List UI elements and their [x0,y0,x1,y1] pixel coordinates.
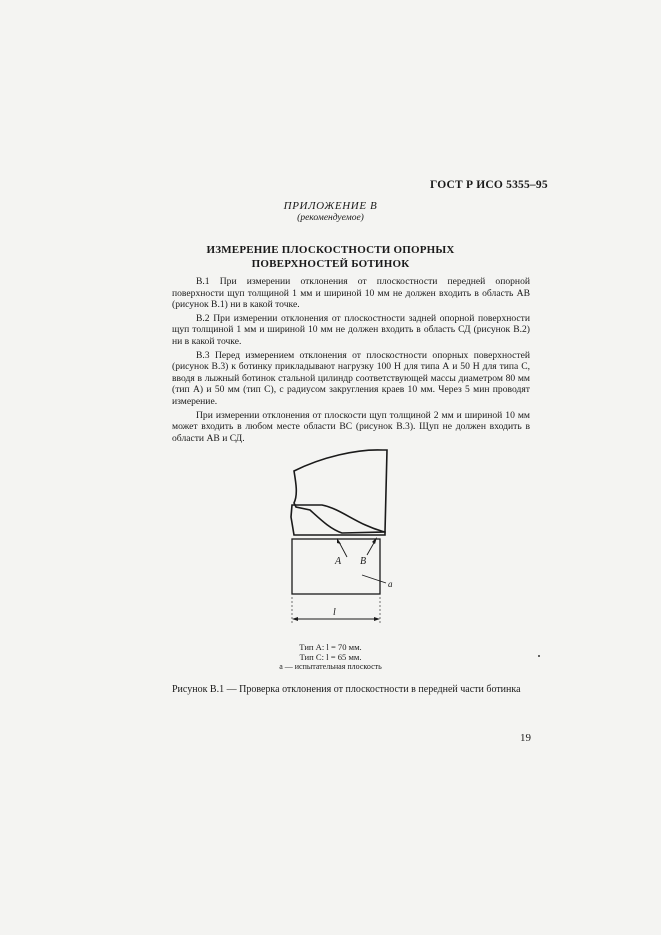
paragraph-b2: В.2 При измерении отклонения от плоскостности задней опорной поверхности щуп толщиной 1 мм и шириной 10 мм не должен входить в область СД (рисунок В.2) ни в какой точке. [172,312,530,347]
speck [538,655,540,657]
label-plane: a [388,579,393,589]
section-heading [0,243,661,271]
figure-notes [0,642,661,672]
label-b: B [360,556,367,567]
appendix-subtitle: (рекомендуемое) [297,213,364,223]
paragraph-b3-continued: При измерении отклонения от плоскости щуп толщиной 2 мм и шириной 10 мм может входить в любом месте области ВС (рисунок В.3). Щуп не должен входить в области АВ и СД. [172,409,530,444]
page-number: 19 [520,732,531,744]
boot-front-diagram [282,447,412,637]
paragraph-b1: В.1 При измерении отклонения от плоскостности передней опорной поверхности щуп толщиной 1 мм и шириной 10 мм не должен входить в область AB (рисунок В.1) ни в какой точке. [172,276,530,311]
figure-caption: Рисунок В.1 — Проверка отклонения от плоскостности в передней части ботинка [172,684,521,695]
body-text [172,276,530,446]
appendix-title: ПРИЛОЖЕНИЕ В [283,200,378,212]
label-length: l [333,607,336,618]
figure-b1 [282,447,412,642]
standard-header: ГОСТ Р ИСО 5355–95 [430,179,548,191]
note-type-a: Тип А: l = 70 мм. [299,642,362,652]
section-heading-line1: ИЗМЕРЕНИЕ ПЛОСКОСТНОСТИ ОПОРНЫХ [206,244,455,256]
boot-upper [294,450,387,533]
label-a: A [335,556,342,567]
note-type-c: Тип С: l = 65 мм. [299,652,362,662]
note-plane: a — испытательная плоскость [279,662,382,671]
paragraph-b3: В.3 Перед измерением отклонения от плоскостности опорных поверхностей (рисунок В.3) к ботинку прикладывают нагрузку 100 Н для типа А и 50 Н для типа С, вводя в лыжный ботинок стальной цилиндр соответствующей массы диаметром 80 мм (тип А) и 50 мм (тип С), с радиусом закругления краев 10 мм. Через 5 мин проводят измерение. [172,349,530,407]
section-heading-line2: ПОВЕРХНОСТЕЙ БОТИНОК [251,258,410,270]
